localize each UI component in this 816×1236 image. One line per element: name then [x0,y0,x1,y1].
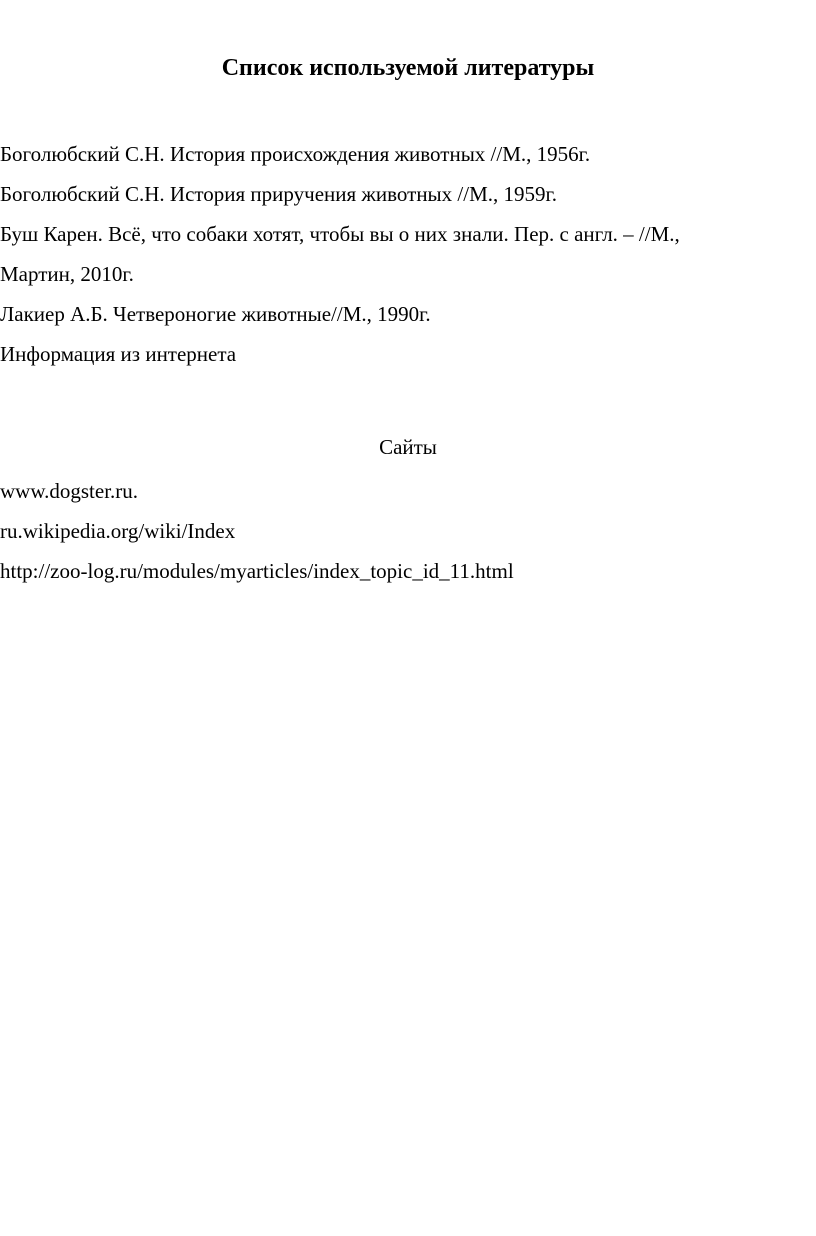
page-title: Список используемой литературы [221,55,595,81]
references-list [0,134,812,374]
sites-list [0,471,812,591]
reference-item-continuation: Мартин, 2010г. [0,262,134,286]
sites-heading: Сайты [379,435,437,459]
reference-item: Буш Карен. Всё, что собаки хотят, чтобы вы о них знали. Пер. с англ. – //М., [0,222,680,246]
reference-item: Боголюбский С.Н. История приручения животных //М., 1959г. [0,182,558,206]
site-link[interactable]: http://zoo-log.ru/modules/myarticles/index_topic_id_11.html [0,559,514,583]
reference-item: Информация из интернета [0,342,237,366]
site-link[interactable]: ru.wikipedia.org/wiki/Index [0,519,236,543]
reference-item: Лакиер А.Б. Четвероногие животные//М., 1990г. [0,302,431,326]
reference-item: Боголюбский С.Н. История происхождения животных //М., 1956г. [0,142,591,166]
site-link[interactable]: www.dogster.ru. [0,479,139,503]
